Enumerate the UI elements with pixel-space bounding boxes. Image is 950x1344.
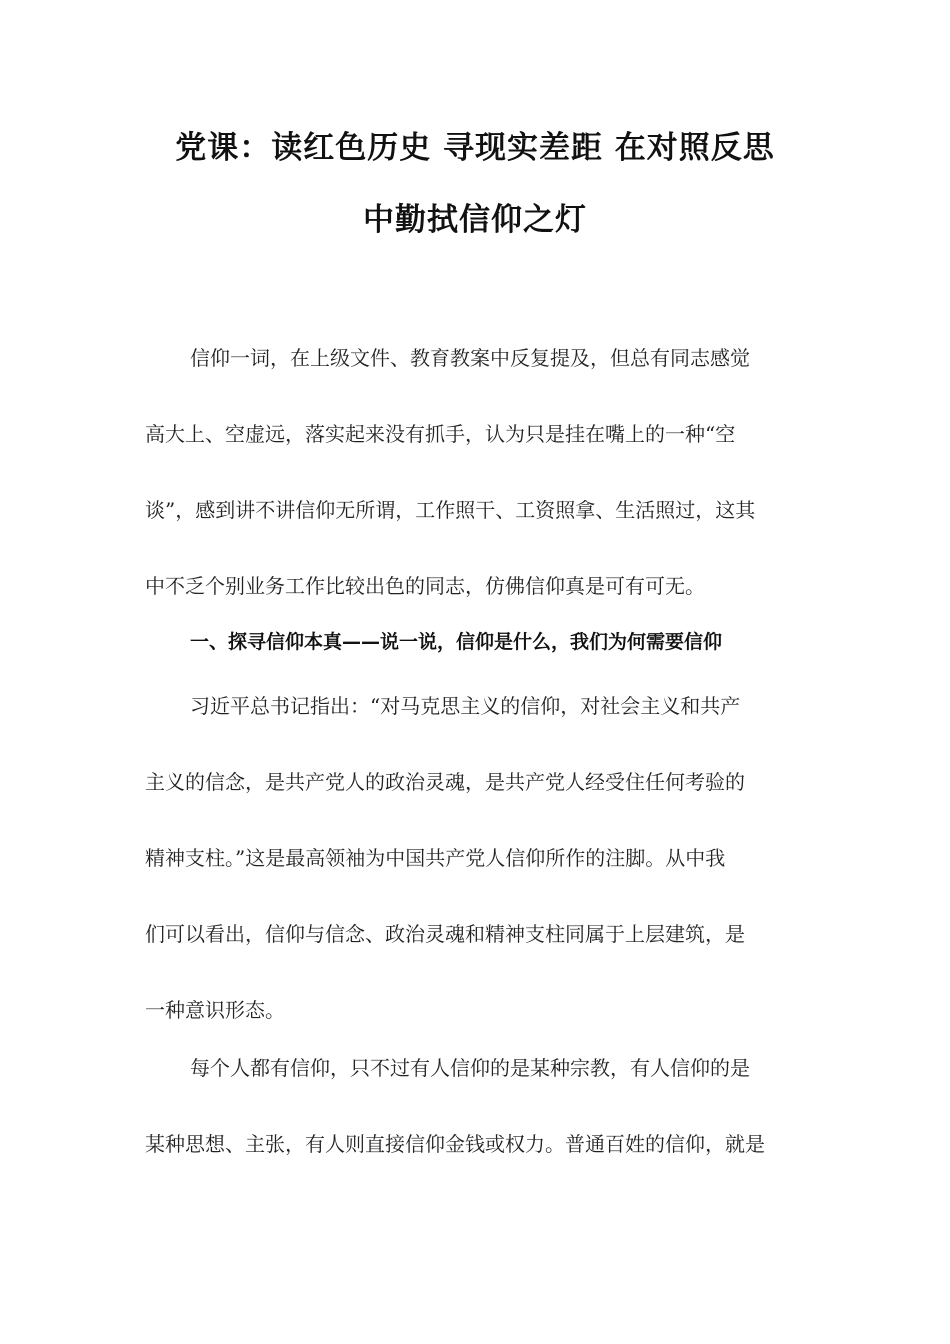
paragraph-line: 信仰一词，在上级文件、教育教案中反复提及，但总有同志感觉 xyxy=(190,346,750,370)
paragraph-line: 习近平总书记指出：“对马克思主义的信仰，对社会主义和共产 xyxy=(190,694,741,718)
document-title xyxy=(145,112,805,256)
paragraph-line: 中不乏个别业务工作比较出色的同志，仿佛信仰真是可有可无。 xyxy=(145,574,705,598)
paragraph-line: 某种思想、主张，有人则直接信仰金钱或权力。普通百姓的信仰，就是 xyxy=(145,1132,765,1156)
paragraph-line: 一种意识形态。 xyxy=(145,998,285,1022)
paragraph-line: 每个人都有信仰，只不过有人信仰的是某种宗教，有人信仰的是 xyxy=(190,1056,750,1080)
paragraph-line: 主义的信念，是共产党人的政治灵魂，是共产党人经受住任何考验的 xyxy=(145,770,745,794)
paragraph-line: 们可以看出，信仰与信念、政治灵魂和精神支柱同属于上层建筑，是 xyxy=(145,922,745,946)
paragraph-1 xyxy=(145,320,807,624)
paragraph-line: 高大上、空虚远，落实起来没有抓手，认为只是挂在嘴上的一种“空 xyxy=(145,422,736,446)
paragraph-2 xyxy=(145,668,807,1048)
title-line-2: 中勤拭信仰之灯 xyxy=(363,202,587,238)
paragraph-line: 谈”，感到讲不讲信仰无所谓，工作照干、工资照拿、生活照过，这其 xyxy=(145,498,756,522)
section-heading: 一、探寻信仰本真——说一说，信仰是什么，我们为何需要信仰 xyxy=(190,631,723,653)
paragraph-line: 精神支柱。”这是最高领袖为中国共产党人信仰所作的注脚。从中我 xyxy=(145,846,726,870)
paragraph-3 xyxy=(145,1030,807,1182)
title-line-1: 党课：读红色历史 寻现实差距 在对照反思 xyxy=(175,130,775,166)
